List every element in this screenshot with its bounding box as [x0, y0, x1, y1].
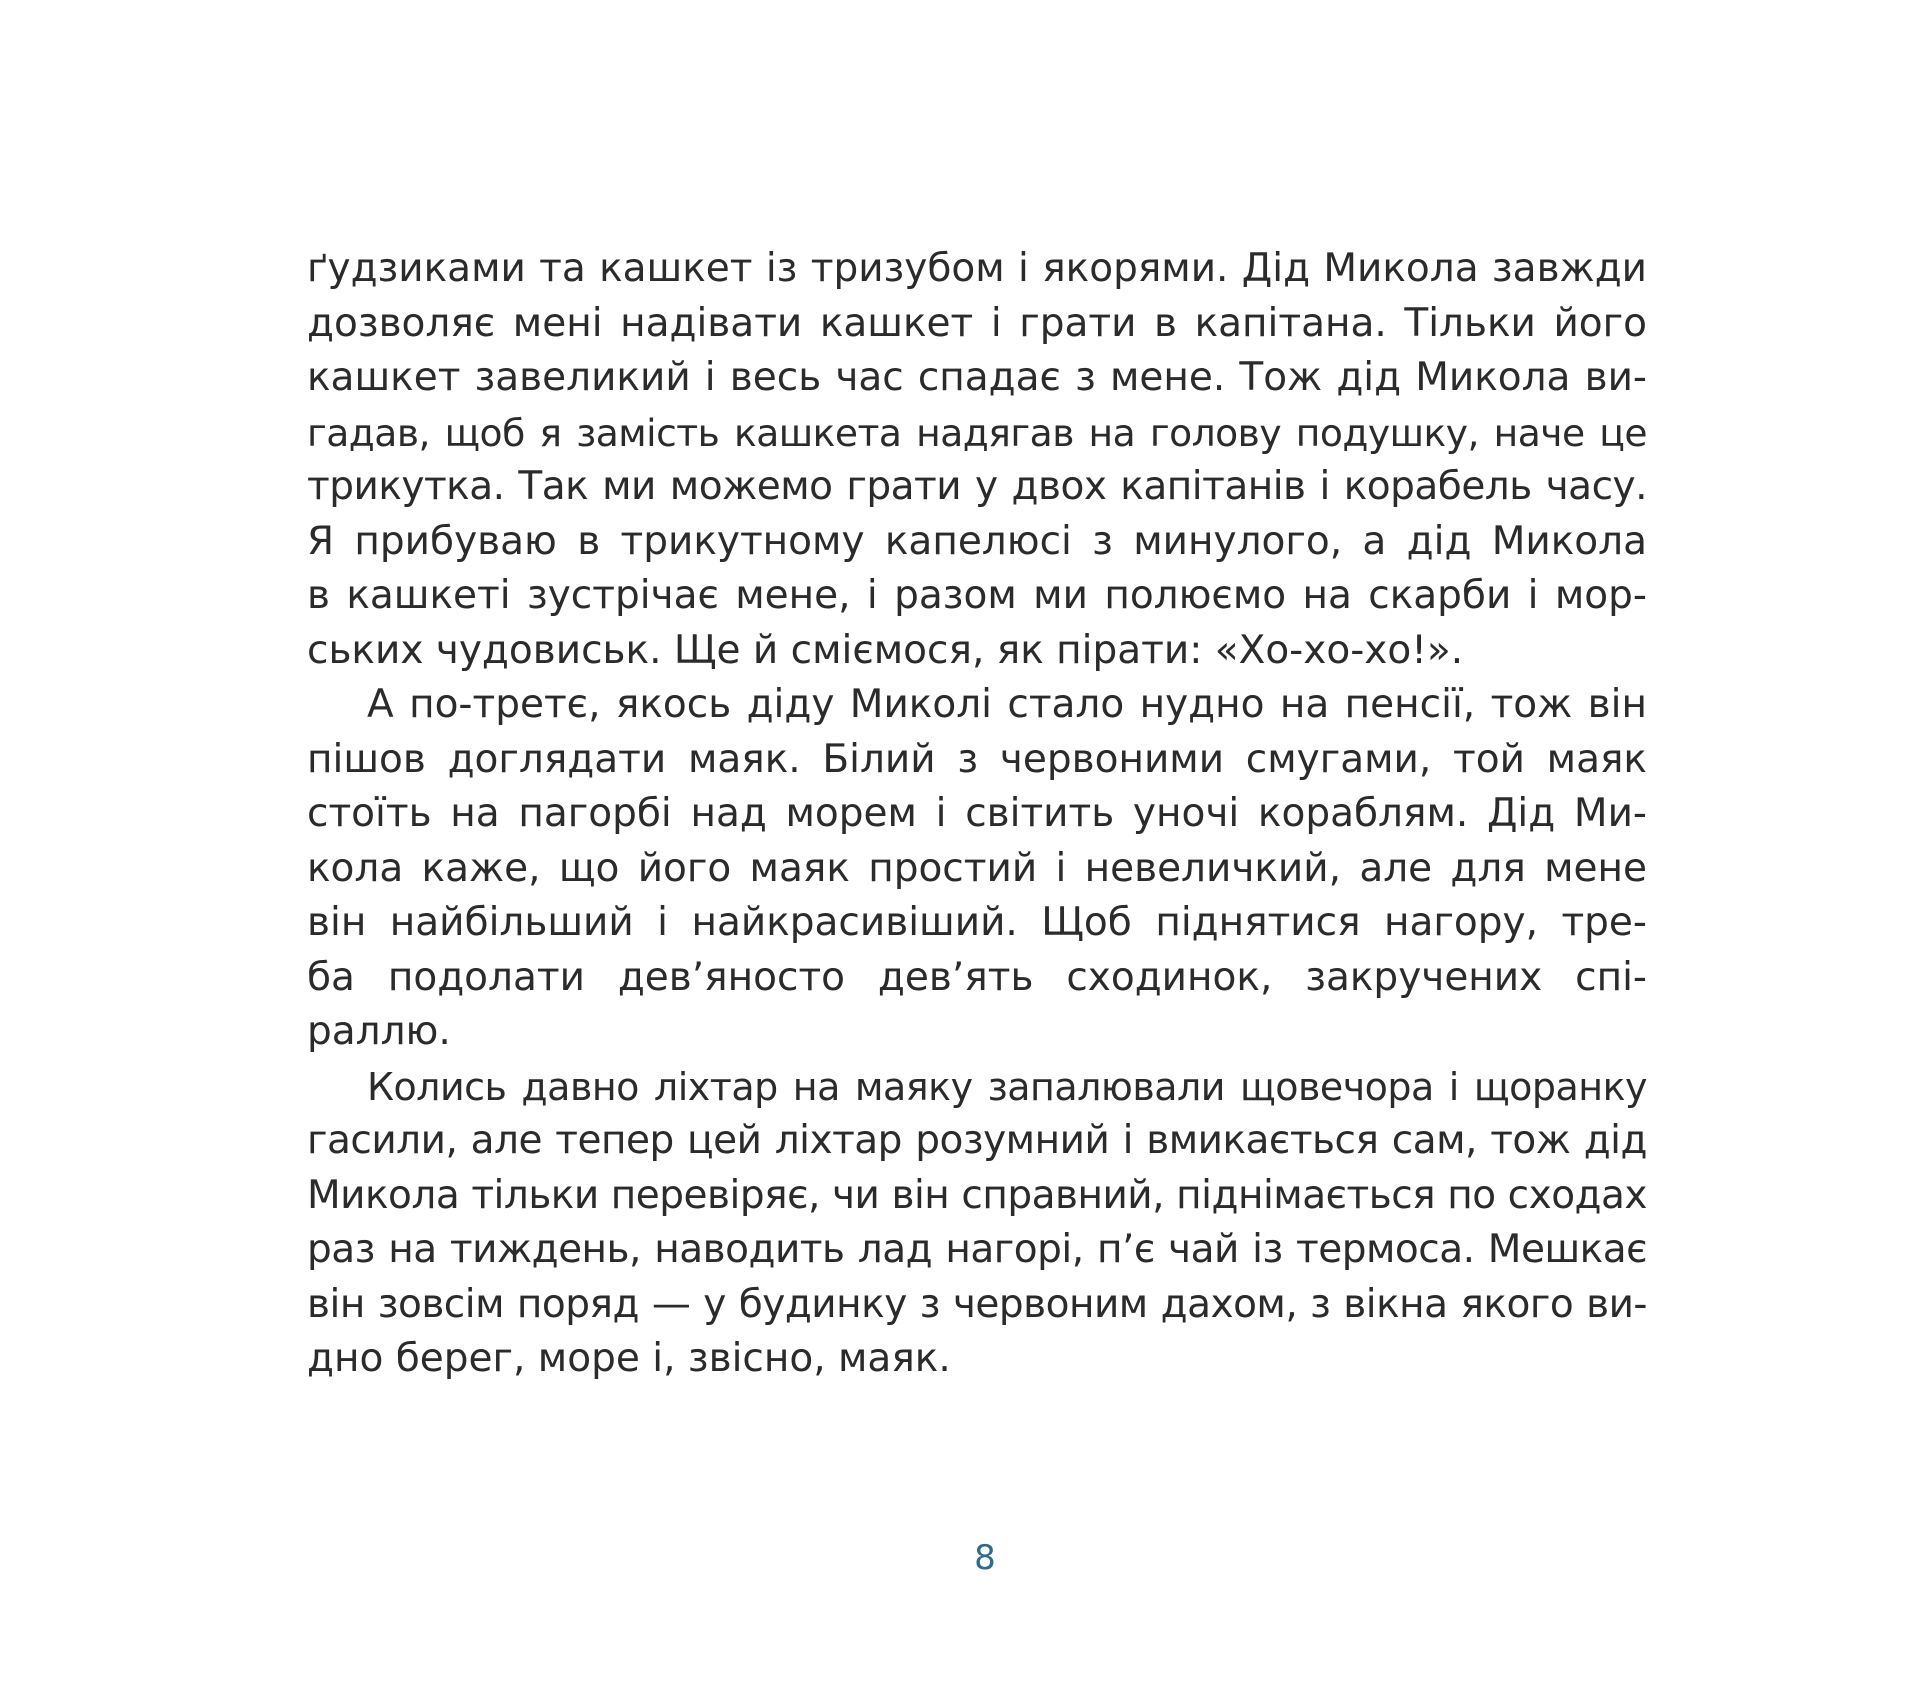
- text-line: гасили, але тепер цей ліхтар розумний і вмикається сам, тож дід: [307, 1118, 1647, 1163]
- text-line: ба подолати дев’яносто дев’ять сходинок, закручених спі-: [307, 954, 1647, 1000]
- text-line: пішов доглядати маяк. Білий з червоними смугами, той маяк: [307, 736, 1647, 782]
- text-line: раз на тиждень, наводить лад нагорі, п’є чай із термоса. Мешкає: [307, 1227, 1647, 1272]
- text-line: кола каже, що його маяк простий і невеличкий, але для мене: [307, 845, 1647, 891]
- text-line: Микола тільки перевіряє, чи він справний, піднімається по сходах: [307, 1172, 1647, 1218]
- text-line: він найбільший і найкрасивіший. Щоб піднятися нагору, тре-: [307, 900, 1647, 945]
- page-number: 8: [974, 1538, 996, 1578]
- text-line: дно берег, море і, звісно, маяк.: [307, 1336, 951, 1381]
- text-line: раллю.: [307, 1009, 451, 1054]
- text-line: А по-третє, якось діду Миколі стало нудно на пенсії, тож він: [367, 682, 1647, 727]
- text-line: в кашкеті зустрічає мене, і разом ми полюємо на скарби і мор-: [307, 573, 1647, 618]
- text-line: гадав, щоб я замість кашкета надягав на голову подушку, наче це: [307, 410, 1647, 455]
- text-line: Колись давно ліхтар на маяку запалювали щовечора і щоранку: [367, 1064, 1647, 1109]
- text-line: стоїть на пагорбі над морем і світить уночі кораблям. Дід Ми-: [307, 791, 1647, 836]
- text-line: ських чудовиськ. Ще й сміємося, як пірати: «Хо-хо-хо!».: [307, 627, 1464, 673]
- text-line: він зовсім поряд — у будинку з червоним дахом, з вікна якого ви-: [307, 1281, 1647, 1327]
- text-line: трикутка. Так ми можемо грати у двох капітанів і корабель часу.: [307, 464, 1647, 509]
- paragraph-1: [307, 242, 1647, 678]
- body-text: [307, 242, 1647, 1387]
- paragraph-2: [307, 678, 1647, 1060]
- text-line: дозволяє мені надівати кашкет і грати в капітана. Тільки його: [307, 300, 1647, 346]
- text-line: ґудзиками та кашкет із тризубом і якорями. Дід Микола завжди: [307, 246, 1647, 291]
- paragraph-3: [307, 1060, 1647, 1387]
- text-line: Я прибуваю в трикутному капелюсі з минулого, а дід Микола: [307, 518, 1647, 564]
- text-line: кашкет завеликий і весь час спадає з мене. Тож дід Микола ви-: [307, 355, 1647, 400]
